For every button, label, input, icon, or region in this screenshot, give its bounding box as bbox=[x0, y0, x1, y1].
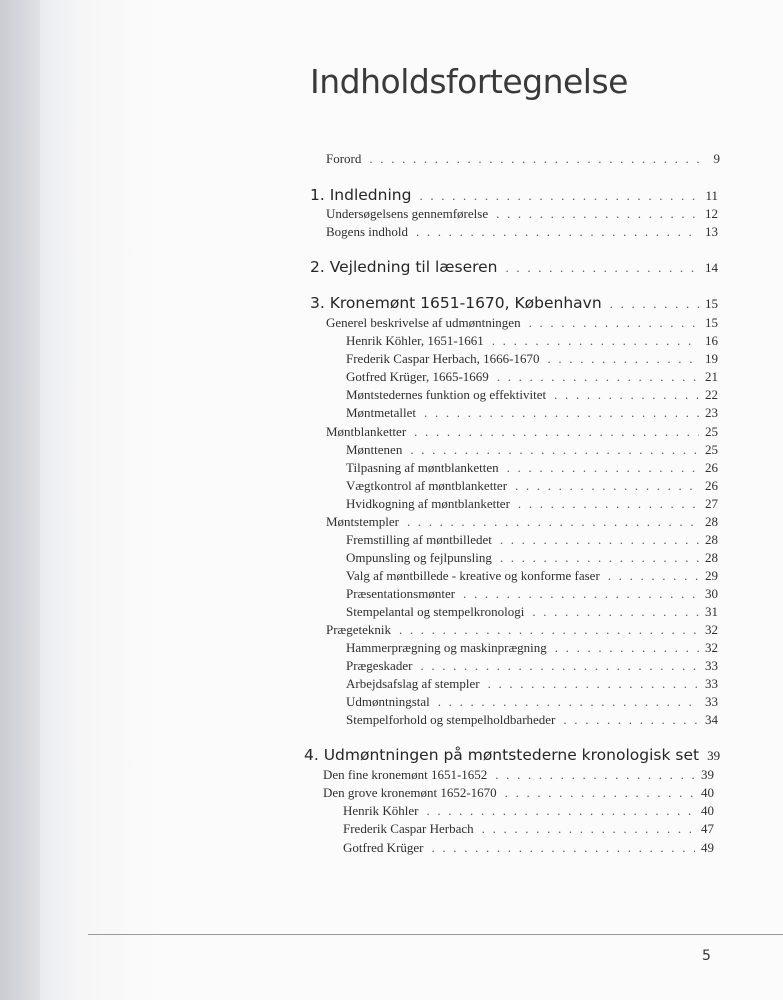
leader-dots bbox=[496, 206, 699, 222]
toc-entry-page: 30 bbox=[705, 586, 718, 601]
toc-entry-label: Stempelantal og stempelkronologi bbox=[346, 604, 525, 619]
toc-subentry bbox=[346, 676, 718, 694]
toc-entry-page: 9 bbox=[713, 151, 720, 166]
leader-dots bbox=[497, 369, 699, 385]
toc-entry-label: Henrik Köhler, 1651-1661 bbox=[346, 333, 484, 348]
leader-dots bbox=[410, 442, 699, 458]
toc-entry-label: Bogens indhold bbox=[326, 224, 408, 239]
leader-dots bbox=[414, 424, 699, 440]
toc-entry-label: Mønttenen bbox=[346, 442, 403, 457]
toc-subentry bbox=[346, 586, 718, 604]
leader-dots bbox=[463, 586, 699, 602]
toc-entry-page: 47 bbox=[701, 821, 714, 836]
toc-subentry bbox=[346, 442, 718, 460]
toc-entry-label: Gotfred Krüger, 1665-1669 bbox=[346, 369, 489, 384]
toc-entry-page: 26 bbox=[705, 460, 718, 475]
toc-entry-page: 28 bbox=[705, 532, 718, 547]
toc-chapter-page: 15 bbox=[705, 296, 718, 311]
leader-dots bbox=[515, 478, 699, 494]
toc-entry-label: Prægeskader bbox=[346, 658, 413, 673]
leader-dots bbox=[420, 658, 699, 674]
toc-subentry bbox=[346, 694, 718, 712]
toc-entry-label: Udmøntningstal bbox=[346, 694, 430, 709]
toc-subentry bbox=[346, 478, 718, 496]
toc-chapter-label: 3. Kronemønt 1651-1670, København bbox=[310, 294, 602, 312]
toc-subentry bbox=[346, 568, 718, 586]
toc-entry-page: 27 bbox=[705, 496, 718, 511]
toc-entry-page: 23 bbox=[705, 405, 718, 420]
toc-entry-label: Frederik Caspar Herbach, 1666-1670 bbox=[346, 351, 540, 366]
toc-entry-label: Præsentationsmønter bbox=[346, 586, 456, 601]
toc-subentry bbox=[346, 405, 718, 423]
leader-dots bbox=[507, 460, 699, 476]
toc-entry-page: 40 bbox=[701, 785, 714, 800]
leader-dots bbox=[495, 767, 695, 783]
leader-dots bbox=[416, 224, 699, 240]
toc-subentry bbox=[346, 369, 718, 387]
toc-chapter-1 bbox=[310, 186, 718, 208]
toc-entry-label: Møntblanketter bbox=[326, 424, 407, 439]
toc-entry-label: Vægtkontrol af møntblanketter bbox=[346, 478, 508, 493]
toc-entry-label: Forord bbox=[326, 151, 362, 166]
toc-entry bbox=[326, 424, 718, 442]
toc-entry-label: Den fine kronemønt 1651-1652 bbox=[323, 767, 488, 782]
toc-entry-page: 39 bbox=[701, 767, 714, 782]
toc-subentry bbox=[343, 821, 714, 839]
toc-chapter-label: 1. Indledning bbox=[310, 186, 412, 204]
toc-subentry bbox=[346, 387, 718, 405]
toc-entry-page: 28 bbox=[705, 514, 718, 529]
toc-chapter-4 bbox=[304, 746, 721, 768]
toc-chapter-3 bbox=[310, 294, 718, 316]
toc-subentry bbox=[346, 460, 718, 478]
toc-entry-page: 33 bbox=[705, 694, 718, 709]
toc-entry bbox=[326, 514, 718, 532]
page-title: Indholdsfortegnelse bbox=[310, 62, 628, 101]
toc-entry-page: 16 bbox=[705, 333, 718, 348]
toc-entry bbox=[326, 315, 718, 333]
toc-entry-page: 21 bbox=[705, 369, 718, 384]
toc-entry-page: 19 bbox=[705, 351, 718, 366]
toc-subentry bbox=[346, 351, 718, 369]
toc-subentry bbox=[346, 712, 718, 730]
toc-entry-page: 33 bbox=[705, 676, 718, 691]
toc-entry-page: 40 bbox=[701, 803, 714, 818]
toc-entry-label: Valg af møntbillede - kreative og konforme faser bbox=[346, 568, 600, 583]
toc-entry-label: Møntstempler bbox=[326, 514, 399, 529]
leader-dots bbox=[432, 840, 696, 856]
toc-entry-label: Generel beskrivelse af udmøntningen bbox=[326, 315, 521, 330]
toc-entry bbox=[326, 224, 718, 242]
toc-entry-label: Fremstilling af møntbilledet bbox=[346, 532, 492, 547]
toc-chapter-page: 14 bbox=[705, 260, 718, 275]
footer-divider bbox=[88, 934, 783, 935]
toc-entry bbox=[323, 767, 714, 785]
leader-dots bbox=[482, 821, 695, 837]
toc-entry-page: 34 bbox=[705, 712, 718, 727]
toc-entry-page: 25 bbox=[705, 442, 718, 457]
leader-dots bbox=[532, 604, 699, 620]
toc-entry-label: Møntmetallet bbox=[346, 405, 417, 420]
toc-entry-page: 32 bbox=[705, 640, 718, 655]
toc-entry-page: 13 bbox=[705, 224, 718, 239]
toc-entry-page: 29 bbox=[705, 568, 718, 583]
toc-entry-page: 49 bbox=[701, 840, 714, 855]
toc-entry-page: 33 bbox=[705, 658, 718, 673]
leader-dots bbox=[500, 550, 699, 566]
leader-dots bbox=[505, 785, 695, 801]
toc-entry-page: 31 bbox=[705, 604, 718, 619]
toc-entry bbox=[326, 206, 718, 224]
toc-entry-page: 22 bbox=[705, 387, 718, 402]
page-number: 5 bbox=[702, 948, 711, 964]
leader-dots bbox=[424, 405, 699, 421]
toc-subentry bbox=[346, 640, 718, 658]
toc-entry-label: Undersøgelsens gennemførelse bbox=[326, 206, 489, 221]
leader-dots bbox=[555, 640, 699, 656]
leader-dots bbox=[506, 260, 699, 276]
toc-subentry bbox=[343, 840, 714, 858]
leader-dots bbox=[500, 532, 699, 548]
toc-subentry bbox=[346, 550, 718, 568]
toc-entry-label: Hammerprægning og maskinprægning bbox=[346, 640, 547, 655]
toc-entry-label: Den grove kronemønt 1652-1670 bbox=[323, 785, 497, 800]
toc-entry-label: Henrik Köhler bbox=[343, 803, 419, 818]
toc-subentry bbox=[346, 333, 718, 351]
toc-entry-page: 25 bbox=[705, 424, 718, 439]
leader-dots bbox=[438, 694, 699, 710]
toc-entry-page: 28 bbox=[705, 550, 718, 565]
toc-chapter-label: 4. Udmøntningen på møntstederne kronologisk set bbox=[304, 746, 700, 764]
toc-entry-label: Stempelforhold og stempelholdbarheder bbox=[346, 712, 556, 727]
leader-dots bbox=[426, 803, 695, 819]
toc-subentry bbox=[343, 803, 714, 821]
toc-entry-label: Hvidkogning af møntblanketter bbox=[346, 496, 510, 511]
toc-entry bbox=[326, 622, 718, 640]
leader-dots bbox=[369, 151, 707, 167]
leader-dots bbox=[548, 351, 700, 367]
leader-dots bbox=[554, 387, 699, 403]
leader-dots bbox=[488, 676, 699, 692]
leader-dots bbox=[563, 712, 699, 728]
toc-entry-page: 15 bbox=[705, 315, 718, 330]
leader-dots bbox=[610, 296, 699, 312]
toc-entry-page: 12 bbox=[705, 206, 718, 221]
toc-chapter-label: 2. Vejledning til læseren bbox=[310, 258, 498, 276]
toc-entry-label: Gotfred Krüger bbox=[343, 840, 424, 855]
toc-entry-label: Prægeteknik bbox=[326, 622, 391, 637]
toc-subentry bbox=[346, 496, 718, 514]
leader-dots bbox=[399, 622, 699, 638]
toc-entry-label: Møntstedernes funktion og effektivitet bbox=[346, 387, 547, 402]
leader-dots bbox=[419, 188, 699, 204]
toc-entry-label: Tilpasning af møntblanketten bbox=[346, 460, 499, 475]
toc-entry-page: 32 bbox=[705, 622, 718, 637]
leader-dots bbox=[407, 514, 699, 530]
leader-dots bbox=[608, 568, 699, 584]
toc-entry-label: Ompunsling og fejlpunsling bbox=[346, 550, 492, 565]
leader-dots bbox=[492, 333, 699, 349]
toc-chapter-2 bbox=[310, 258, 718, 280]
toc-subentry bbox=[346, 532, 718, 550]
toc-chapter-page: 39 bbox=[707, 748, 721, 763]
toc-entry-label: Arbejdsafslag af stempler bbox=[346, 676, 480, 691]
toc-subentry bbox=[346, 658, 718, 676]
toc-entry-label: Frederik Caspar Herbach bbox=[343, 821, 474, 836]
leader-dots bbox=[518, 496, 699, 512]
toc-entry bbox=[323, 785, 714, 803]
toc-entry-page: 26 bbox=[705, 478, 718, 493]
toc-chapter-page: 11 bbox=[705, 188, 718, 203]
leader-dots bbox=[529, 315, 699, 331]
toc-entry-forord bbox=[326, 151, 720, 169]
toc-subentry bbox=[346, 604, 718, 622]
